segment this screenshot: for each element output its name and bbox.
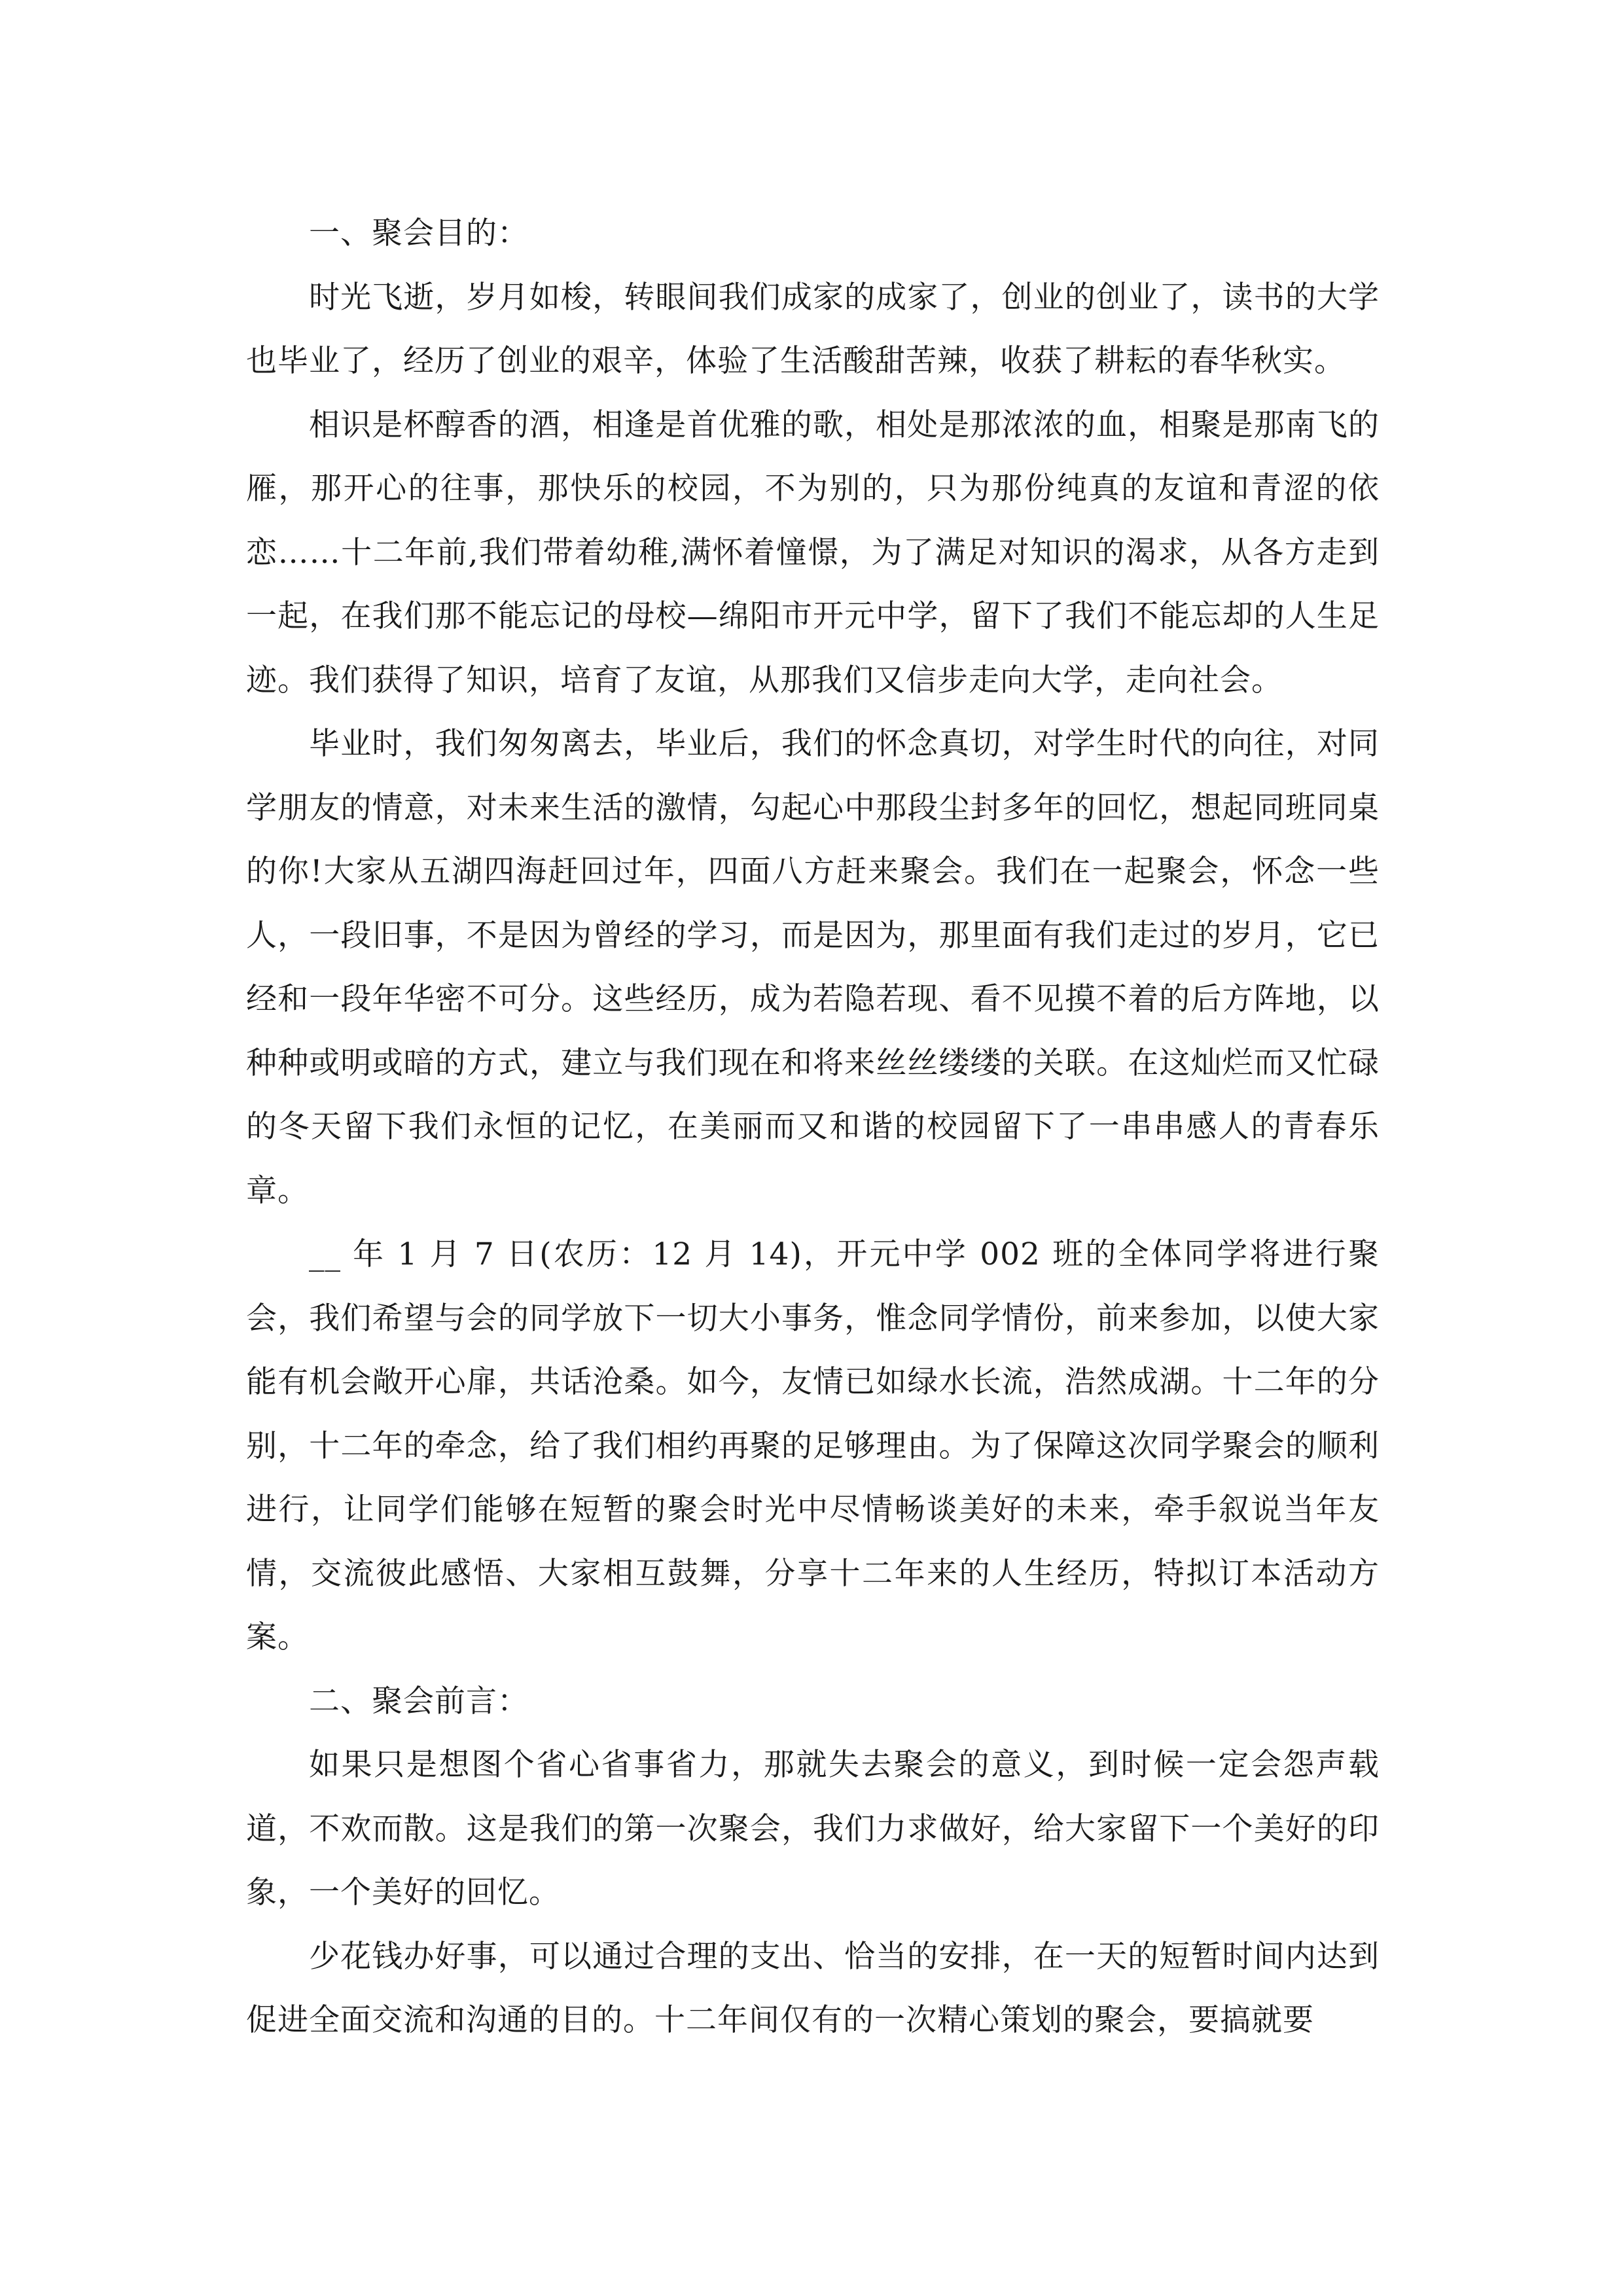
section-heading: 一、聚会目的： [309,215,529,251]
paragraph: __ 年 1 月 7 日(农历：12 月 14)，开元中学 002 班的全体同学将进行聚会，我们希望与会的同学放下一切大小事务，惟念同学情份，前来参加，以使大家能有机会敞开心扉，共话沧桑。如今，友情已如绿水长流，浩然成湖。十二年的分别，十二年的牵念，给了我们相约再聚的足够理由。为了保障这次同学聚会的顺利进行，让同学们能够在短暂的聚会时光中尽情畅谈美好的未来，牵手叙说当年友情，交流彼此感悟、大家相互鼓舞，分享十二年来的人生经历，特拟订本活动方案。 [246,1236,1380,1655]
paragraph: 少花钱办好事，可以通过合理的支出、恰当的安排，在一天的短暂时间内达到促进全面交流和沟通的目的。十二年间仅有的一次精心策划的聚会，要搞就要 [246,1938,1380,2038]
paragraph: 毕业时，我们匆匆离去，毕业后，我们的怀念真切，对学生时代的向往，对同学朋友的情意，对未来生活的激情，勾起心中那段尘封多年的回忆，想起同班同桌的你!大家从五湖四海赶回过年，四面八方赶来聚会。我们在一起聚会，怀念一些人，一段旧事，不是因为曾经的学习，而是因为，那里面有我们走过的岁月，它已经和一段年华密不可分。这些经历，成为若隐若现、看不见摸不着的后方阵地，以种种或明或暗的方式，建立与我们现在和将来丝丝缕缕的关联。在这灿烂而又忙碌的冬天留下我们永恒的记忆，在美丽而又和谐的校园留下了一串串感人的青春乐章。 [246,726,1380,1209]
paragraph: 时光飞逝，岁月如梭，转眼间我们成家的成家了，创业的创业了，读书的大学也毕业了，经历了创业的艰辛，体验了生活酸甜苦辣，收获了耕耘的春华秋实。 [246,279,1380,379]
section-heading: 二、聚会前言： [309,1683,529,1719]
paragraph: 相识是杯醇香的酒，相逢是首优雅的歌，相处是那浓浓的血，相聚是那南飞的雁，那开心的往事，那快乐的校园，不为别的，只为那份纯真的友谊和青涩的依恋……十二年前,我们带着幼稚,满怀着憧憬，为了满足对知识的渴求，从各方走到一起，在我们那不能忘记的母校—绵阳市开元中学，留下了我们不能忘却的人生足迹。我们获得了知识，培育了友谊，从那我们又信步走向大学，走向社会。 [246,406,1380,698]
document-body [246,202,1380,2053]
paragraph: 如果只是想图个省心省事省力，那就失去聚会的意义，到时候一定会怨声载道，不欢而散。这是我们的第一次聚会，我们力求做好，给大家留下一个美好的印象，一个美好的回忆。 [246,1747,1380,1910]
